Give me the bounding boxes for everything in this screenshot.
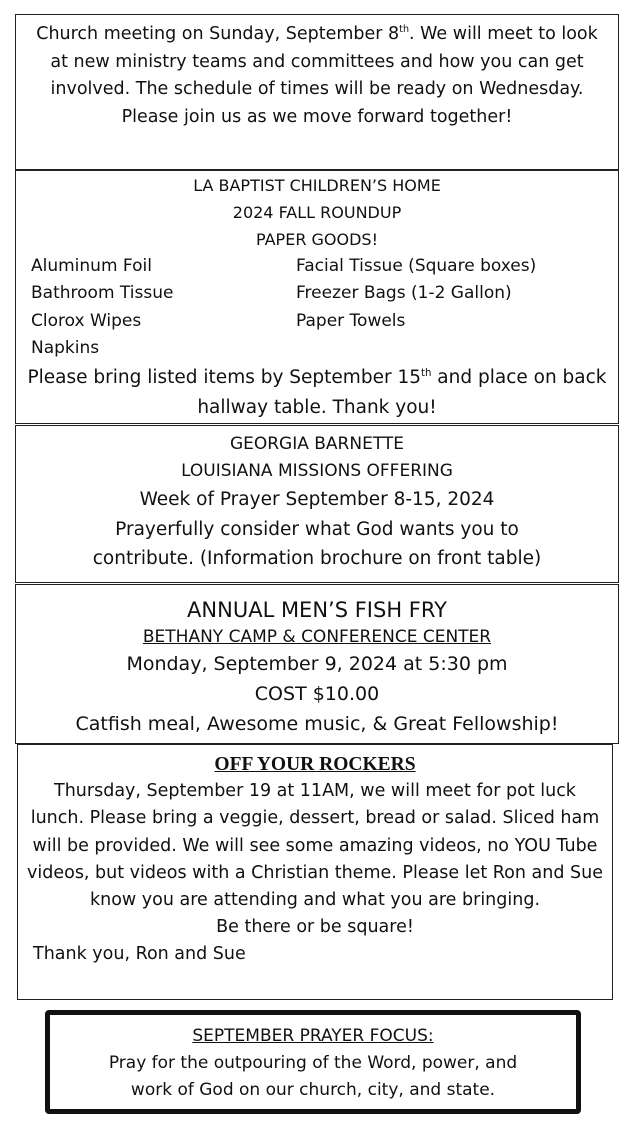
roundup-org: LA BAPTIST CHILDREN’S HOME — [193, 176, 441, 195]
church-meeting-notice — [15, 14, 619, 170]
off-your-rockers-notice — [17, 744, 613, 1000]
list-item: Paper Towels — [296, 310, 406, 331]
roundup-instructions — [16, 363, 618, 423]
list-item: Napkins — [31, 337, 100, 358]
list-item: Facial Tissue (Square boxes) — [296, 256, 537, 276]
rockers-body: Thursday, September 19 at 11AM, we will meet for pot luck lunch. Please bring a veggie, dessert, bread or salad. Sliced ham will be provided. We will see some amazing videos, no YOU Tube videos, but videos with a Christian theme. Please let Ron and Sue know you are attending and what you are bringing. — [27, 781, 603, 911]
prayer-line-2: work of God on our church, city, and state. — [130, 1080, 496, 1100]
list-item: Clorox Wipes — [31, 310, 142, 331]
rockers-signature: Thank you, Ron and Sue — [33, 944, 246, 965]
roundup-title: 2024 FALL ROUNDUP — [232, 203, 402, 222]
meeting-text-a: Church meeting on Sunday, September 8 — [36, 24, 400, 44]
list-item: Freezer Bags (1-2 Gallon) — [296, 283, 512, 304]
meeting-text-sup: th — [399, 24, 410, 36]
fishfry-date: Monday, September 9, 2024 at 5:30 pm — [126, 653, 508, 675]
fish-fry-notice — [15, 584, 619, 744]
missions-name: GEORGIA BARNETTE — [229, 434, 405, 454]
fishfry-title: ANNUAL MEN’S FISH FRY — [187, 598, 447, 622]
roundup-category: PAPER GOODS! — [255, 230, 378, 249]
list-item: Bathroom Tissue — [31, 283, 174, 304]
meeting-text-b: . We will meet to look at new ministry teams and committees and how you can get involved. The schedule of times will be ready on Wednesday. Please join us as we move forward together! — [50, 24, 598, 127]
missions-offering-notice — [15, 425, 619, 583]
fishfry-description: Catfish meal, Awesome music, & Great Fellowship! — [75, 713, 559, 735]
rockers-title: OFF YOUR ROCKERS — [214, 754, 416, 775]
missions-week: Week of Prayer September 8-15, 2024 — [139, 489, 495, 510]
fishfry-location: BETHANY CAMP & CONFERENCE CENTER — [142, 627, 492, 647]
list-item: Aluminum Foil — [31, 256, 152, 276]
missions-brochure: contribute. (Information brochure on front table) — [92, 548, 542, 569]
meeting-text — [16, 21, 618, 131]
missions-title: LOUISIANA MISSIONS OFFERING — [181, 461, 453, 481]
prayer-line-1: Pray for the outpouring of the Word, power, and — [108, 1053, 518, 1073]
fishfry-cost: COST $10.00 — [254, 683, 380, 705]
roundup-instructions-a: Please bring listed items by September 15 — [27, 367, 421, 389]
prayer-focus-notice — [45, 1010, 581, 1114]
roundup-instructions-sup: th — [420, 368, 432, 380]
missions-consider: Prayerfully consider what God wants you to — [115, 518, 519, 540]
roundup-item-list — [16, 253, 618, 362]
roundup-instructions-b: and place on back hallway table. Thank you! — [197, 367, 607, 419]
fall-roundup-notice — [15, 170, 619, 424]
list-item — [296, 335, 616, 362]
prayer-title: SEPTEMBER PRAYER FOCUS: — [192, 1026, 434, 1046]
rockers-tagline: Be there or be square! — [216, 917, 414, 938]
